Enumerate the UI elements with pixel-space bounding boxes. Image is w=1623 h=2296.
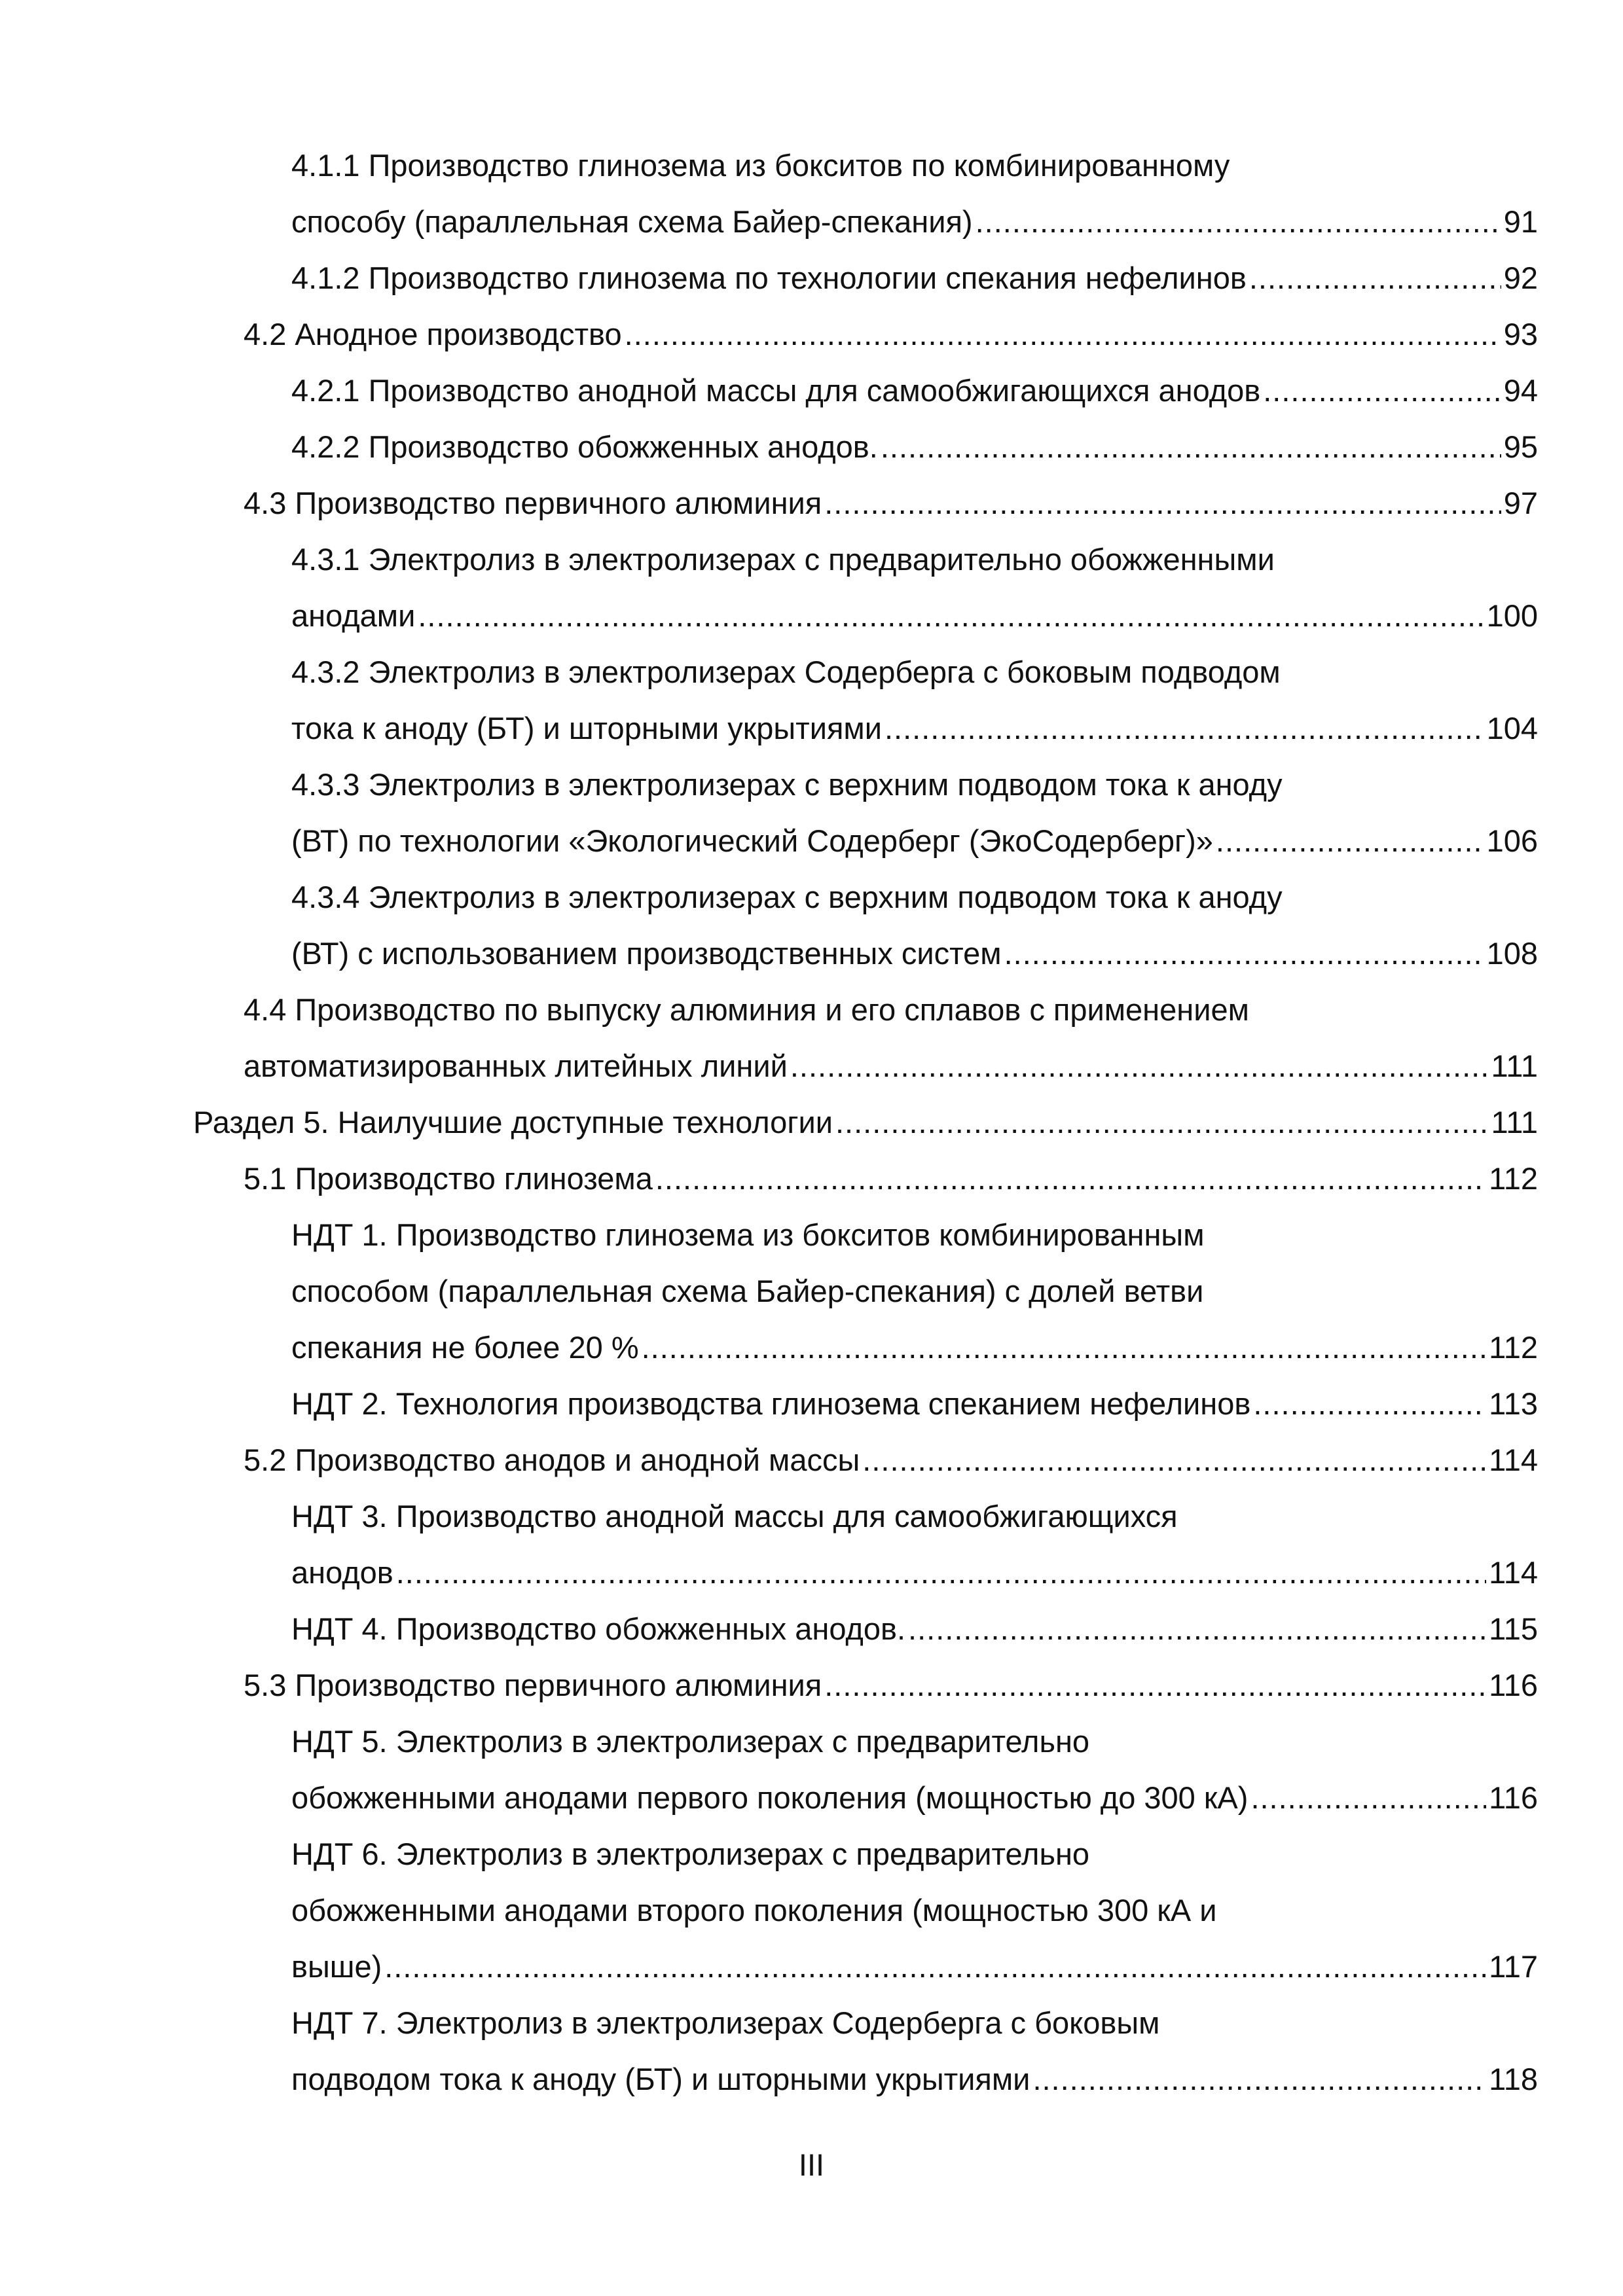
toc-entry-last-line <box>291 250 1538 306</box>
dot-leader <box>1263 363 1501 419</box>
toc-entry[interactable] <box>291 1376 1538 1432</box>
toc-entry-title: НДТ 3. Производство анодной массы для самообжигающихся <box>291 1499 1178 1534</box>
dot-leader <box>790 1038 1489 1094</box>
toc-entry-title: анодами <box>291 598 416 633</box>
toc-entry-last-line <box>291 2051 1538 2108</box>
toc-page-number: 113 <box>1489 1386 1538 1421</box>
toc-entry-last-line <box>244 1151 1538 1207</box>
toc-page-number: 97 <box>1503 486 1538 520</box>
dot-leader <box>1032 2051 1486 2108</box>
toc-page-number: 112 <box>1489 1330 1538 1365</box>
toc-entry-title: способу (параллельная схема Байер-спекания) <box>291 204 973 239</box>
toc-entry-last-line <box>291 1545 1538 1601</box>
toc-entry-title: НДТ 5. Электролиз в электролизерах с предварительно <box>291 1724 1090 1759</box>
toc-entry-title: 4.3.3 Электролиз в электролизерах с верхним подводом тока к аноду <box>291 767 1283 802</box>
toc-page-number: 116 <box>1489 1668 1538 1702</box>
toc-entry-title: (ВТ) по технологии «Экологический Содерберг (ЭкоСодерберг)» <box>291 823 1213 858</box>
toc-entry-last-line <box>291 363 1538 419</box>
toc-page-number: 92 <box>1503 260 1538 295</box>
dot-leader <box>976 194 1501 250</box>
dot-leader <box>1216 813 1484 869</box>
toc-entry[interactable] <box>291 757 1538 869</box>
dot-leader <box>396 1545 1486 1601</box>
toc-entry-title: способом (параллельная схема Байер-спекания) с долей ветви <box>291 1274 1204 1308</box>
toc-entry-title: 5.1 Производство глинозема <box>244 1161 653 1196</box>
toc-entry[interactable] <box>291 419 1538 475</box>
toc-entry-title: обожженными анодами первого поколения (мощностью до 300 кА) <box>291 1780 1249 1815</box>
toc-entry-title: 4.3.2 Электролиз в электролизерах Содерберга с боковым подводом <box>291 655 1281 689</box>
toc-entry-title: НДТ 6. Электролиз в электролизерах с предварительно <box>291 1837 1090 1871</box>
toc-entry-line <box>291 1995 1538 2051</box>
toc-entry-title: выше) <box>291 1949 382 1984</box>
dot-leader <box>1249 250 1501 306</box>
toc-page-number: 100 <box>1486 598 1538 633</box>
toc-entry[interactable] <box>291 1995 1538 2108</box>
toc-entry-last-line <box>244 1038 1538 1094</box>
toc-entry[interactable] <box>193 1094 1538 1151</box>
toc-entry-line <box>291 531 1538 588</box>
toc-entry-title: подводом тока к аноду (БТ) и шторными укрытиями <box>291 2062 1030 2096</box>
page-number: III <box>798 2147 825 2182</box>
toc-entry-title: 4.3.1 Электролиз в электролизерах с предварительно обожженными <box>291 542 1275 577</box>
dot-leader <box>642 1319 1486 1376</box>
toc-entry-title: 5.2 Производство анодов и анодной массы <box>244 1443 860 1477</box>
toc-entry[interactable] <box>291 644 1538 757</box>
toc-entry-title: автоматизированных литейных линий <box>244 1049 788 1083</box>
toc-page-number: 106 <box>1486 823 1538 858</box>
toc-entry[interactable] <box>291 137 1538 250</box>
toc-entry-title: 4.1.2 Производство глинозема по технологии спекания нефелинов <box>291 260 1247 295</box>
toc-entry-last-line <box>244 306 1538 363</box>
toc-entry[interactable] <box>244 475 1538 531</box>
toc-entry-title: НДТ 7. Электролиз в электролизерах Содерберга с боковым <box>291 2005 1160 2040</box>
toc-page-number: 117 <box>1489 1949 1538 1984</box>
dot-leader <box>824 1657 1486 1713</box>
toc-entry-title: НДТ 2. Технология производства глинозема спеканием нефелинов <box>291 1386 1251 1421</box>
dot-leader <box>384 1939 1486 1995</box>
toc-entry[interactable] <box>244 306 1538 363</box>
toc-entry-last-line <box>291 419 1538 475</box>
toc-entry-title: 5.3 Производство первичного алюминия <box>244 1668 822 1702</box>
toc-entry-line <box>291 137 1538 194</box>
toc-entry-title: НДТ 1. Производство глинозема из бокситов комбинированным <box>291 1217 1205 1252</box>
toc-entry-last-line <box>193 1094 1538 1151</box>
toc-entry-last-line <box>291 700 1538 757</box>
toc-entry[interactable] <box>291 869 1538 982</box>
toc-entry-last-line <box>291 813 1538 869</box>
toc-entry-last-line <box>291 588 1538 644</box>
toc-entry-last-line <box>291 1376 1538 1432</box>
dot-leader <box>881 419 1501 475</box>
toc-entry[interactable] <box>291 1713 1538 1826</box>
toc-page-number: 94 <box>1503 373 1538 408</box>
toc-entry-line <box>291 644 1538 700</box>
dot-leader <box>835 1094 1489 1151</box>
toc-entry-line <box>291 869 1538 925</box>
toc-entry[interactable] <box>291 531 1538 644</box>
toc-entry-line <box>291 1488 1538 1545</box>
toc-entry-line <box>291 1713 1538 1770</box>
toc-entry[interactable] <box>244 1657 1538 1713</box>
toc-entry-title: обожженными анодами второго поколения (мощностью 300 кА и <box>291 1893 1217 1928</box>
toc-entry-title: 4.3 Производство первичного алюминия <box>244 486 822 520</box>
toc-entry-title: НДТ 4. Производство обожженных анодов. <box>291 1611 906 1646</box>
toc-page-number: 114 <box>1489 1443 1538 1477</box>
toc-entry[interactable] <box>244 1432 1538 1488</box>
toc-entry-last-line <box>244 475 1538 531</box>
toc-entry-line <box>291 1826 1538 1882</box>
dot-leader <box>884 700 1484 757</box>
toc-entry[interactable] <box>291 363 1538 419</box>
toc-entry-title: 4.4 Производство по выпуску алюминия и его сплавов с применением <box>244 992 1249 1027</box>
dot-leader <box>625 306 1501 363</box>
toc-entry-line <box>244 982 1538 1038</box>
toc-page-number: 111 <box>1491 1105 1538 1139</box>
toc-entry-last-line <box>244 1432 1538 1488</box>
toc-page-number: 104 <box>1486 711 1538 745</box>
toc-page-number: 93 <box>1503 317 1538 351</box>
toc-entry-last-line <box>291 1770 1538 1826</box>
toc-page-number: 108 <box>1486 936 1538 971</box>
toc-entry[interactable] <box>291 1826 1538 1995</box>
toc-page-number: 111 <box>1491 1049 1538 1083</box>
dot-leader <box>418 588 1484 644</box>
dot-leader <box>1004 925 1484 982</box>
toc-entry-title: анодов <box>291 1555 393 1590</box>
toc-entry-last-line <box>291 1601 1538 1657</box>
dot-leader <box>1250 1770 1486 1826</box>
dot-leader <box>908 1601 1486 1657</box>
toc-entry[interactable] <box>291 1207 1538 1376</box>
toc-entry-last-line <box>291 194 1538 250</box>
toc-entry-title: 4.1.1 Производство глинозема из бокситов по комбинированному <box>291 148 1230 183</box>
toc-entry[interactable] <box>244 1151 1538 1207</box>
toc-page-number: 118 <box>1489 2062 1538 2096</box>
toc-entry-line <box>291 1882 1538 1939</box>
toc-entry[interactable] <box>291 1488 1538 1601</box>
toc-page-number: 91 <box>1503 204 1538 239</box>
toc-entry-last-line <box>291 1939 1538 1995</box>
toc-entry-title: 4.3.4 Электролиз в электролизерах с верхним подводом тока к аноду <box>291 880 1283 914</box>
toc-page-number: 112 <box>1489 1161 1538 1196</box>
toc-page-number: 95 <box>1503 429 1538 464</box>
dot-leader <box>655 1151 1486 1207</box>
toc-page-number: 115 <box>1489 1611 1538 1646</box>
toc-entry-title: 4.2.2 Производство обожженных анодов. <box>291 429 878 464</box>
dot-leader <box>862 1432 1486 1488</box>
toc-entry-title: (ВТ) с использованием производственных систем <box>291 936 1002 971</box>
toc-entry-line <box>291 1263 1538 1319</box>
toc-entry[interactable] <box>291 1601 1538 1657</box>
toc-entry-title: 4.2 Анодное производство <box>244 317 622 351</box>
toc-entry-line <box>291 757 1538 813</box>
toc-entry-title: 4.2.1 Производство анодной массы для самообжигающихся анодов <box>291 373 1261 408</box>
toc-entry-title: тока к аноду (БТ) и шторными укрытиями <box>291 711 882 745</box>
toc-entry-line <box>291 1207 1538 1263</box>
toc-entry-title: спекания не более 20 % <box>291 1330 639 1365</box>
toc-entry-last-line <box>291 925 1538 982</box>
toc-entry[interactable] <box>244 982 1538 1094</box>
toc-entry-last-line <box>244 1657 1538 1713</box>
toc-page-number: 116 <box>1489 1780 1538 1815</box>
toc-entry-last-line <box>291 1319 1538 1376</box>
dot-leader <box>1253 1376 1486 1432</box>
toc-page-number: 114 <box>1489 1555 1538 1590</box>
toc-entry[interactable] <box>291 250 1538 306</box>
toc-entry-title: Раздел 5. Наилучшие доступные технологии <box>193 1105 833 1139</box>
dot-leader <box>824 475 1501 531</box>
